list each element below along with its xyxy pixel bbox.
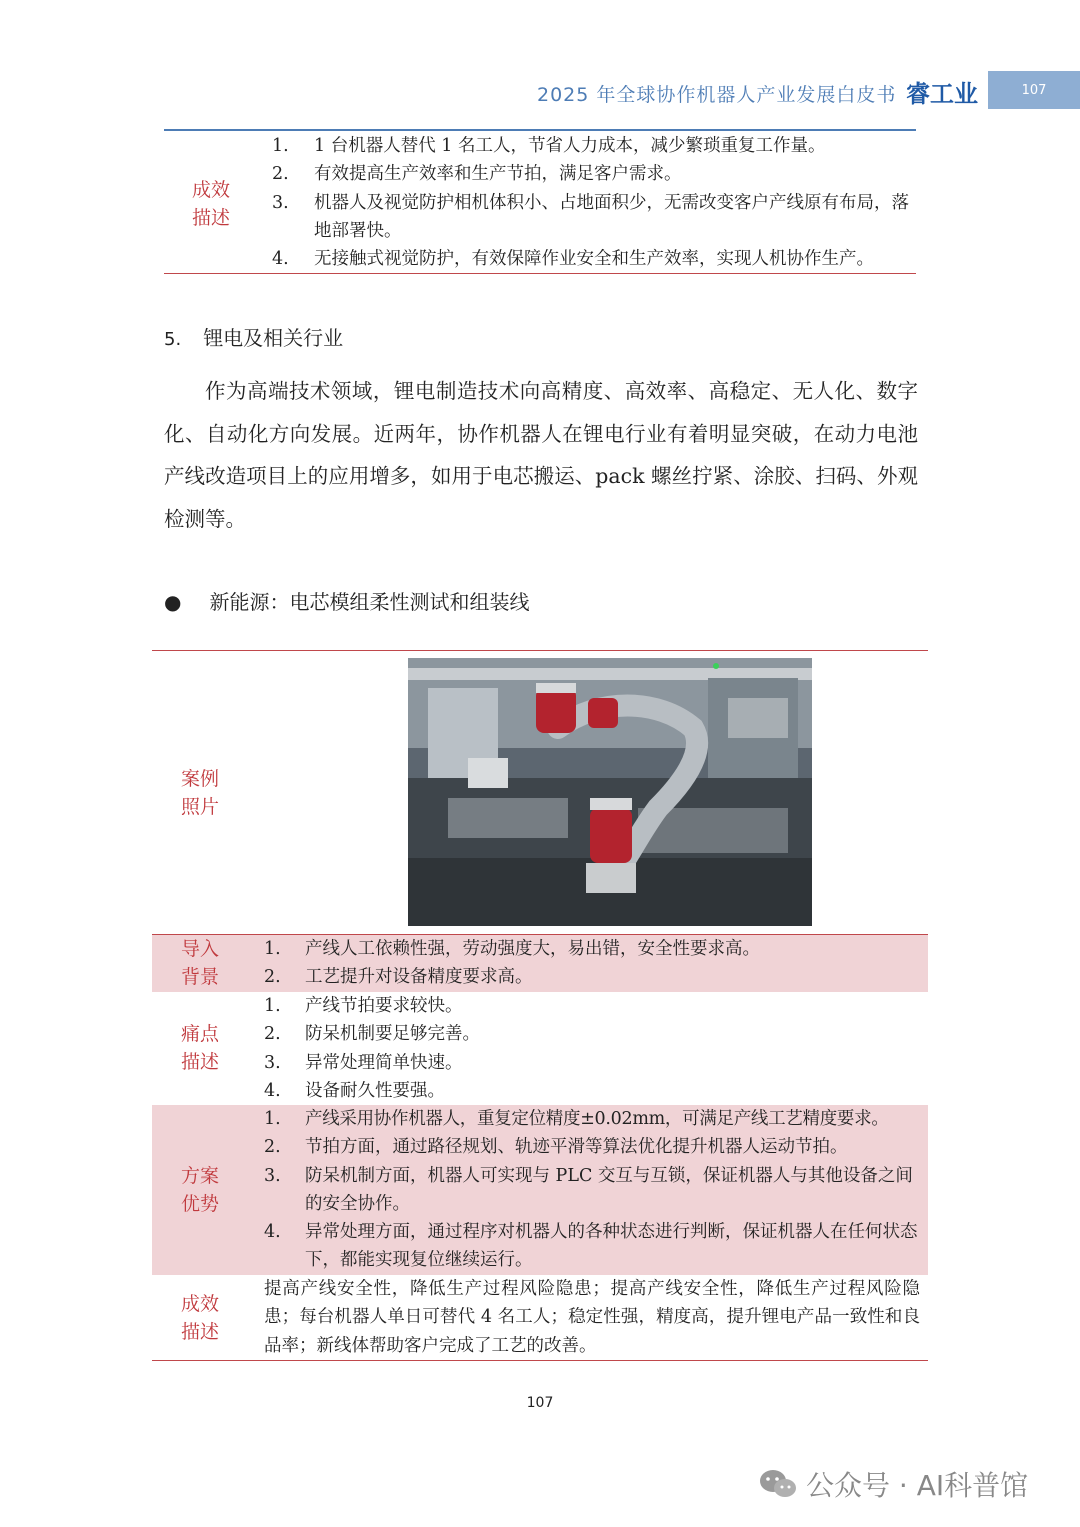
pain-points-label: 痛点 描述: [180, 1023, 219, 1073]
top-results-list: [272, 132, 912, 273]
list-item: 2. 节拍方面，通过路径规划、轨迹平滑等算法优化提升机器人运动节拍。: [264, 1137, 848, 1158]
list-item: 3. 机器人及视觉防护相机体积小、占地面积少，无需改变客户产线原有布局，落地部署快。: [272, 192, 909, 241]
page-number: 107: [526, 1395, 554, 1411]
list-item: 3. 防呆机制方面，机器人可实现与 PLC 交互与互锁，保证机器人与其他设备之间的安全协作。: [264, 1165, 913, 1214]
list-item: 2. 防呆机制要足够完善。: [264, 1024, 480, 1045]
list-item: 1. 产线采用协作机器人，重复定位精度±0.02mm，可满足产线工艺精度要求。: [264, 1109, 889, 1129]
list-item: 1. 产线人工依赖性强，劳动强度大，易出错，安全性要求高。: [264, 939, 760, 959]
background-label: 导入 背景: [180, 938, 219, 988]
header-title: 2025 年全球协作机器人产业发展白皮书: [537, 84, 897, 106]
section-heading: 5. 锂电及相关行业: [164, 326, 344, 350]
advantages-list: [264, 1105, 922, 1275]
results-label: 成效 描述: [180, 1293, 219, 1343]
top-results-label: 成效 描述: [191, 179, 230, 229]
pain-points-list: [264, 992, 922, 1105]
results-text: 提高产线安全性，降低生产过程风险隐患；提高产线安全性，降低生产过程风险隐患；每台机器人单日可替代 4 名工人；稳定性强，精度高，提升锂电产品一致性和良品率；新线体帮助客户完成了工艺的改善。: [264, 1279, 920, 1356]
table-rule: [152, 1360, 928, 1361]
header-page-tab: 107: [988, 71, 1080, 109]
bullet-dot-icon: ●: [164, 590, 182, 614]
header-rule: [164, 129, 916, 131]
wechat-icon: [758, 1468, 798, 1500]
list-item: 4. 异常处理方面，通过程序对机器人的各种状态进行判断，保证机器人在任何状态下，都能实现复位继续运行。: [264, 1222, 918, 1271]
section-paragraph: 作为高端技术领域，锂电制造技术向高精度、高效率、高稳定、无人化、数字化、自动化方向发展。近两年，协作机器人在锂电行业有着明显突破，在动力电池产线改造项目上的应用增多，如用于电芯搬运、pack 螺丝拧紧、涂胶、扫码、外观检测等。: [164, 379, 918, 531]
list-item: 2. 有效提高生产效率和生产节拍，满足客户需求。: [272, 164, 682, 185]
case-photo: [408, 658, 812, 926]
watermark: 公众号 · AI科普馆: [758, 1464, 1028, 1504]
advantages-label: 方案 优势: [180, 1165, 219, 1215]
table-rule: [152, 650, 928, 651]
list-item: 1. 1 台机器人替代 1 名工人，节省人力成本，减少繁琐重复工作量。: [272, 136, 826, 156]
list-item: 2. 工艺提升对设备精度要求高。: [264, 967, 533, 988]
photo-label: 案例 照片: [180, 768, 219, 818]
list-item: 1. 产线节拍要求较快。: [264, 996, 463, 1016]
list-item: 4. 无接触式视觉防护，有效保障作业安全和生产效率，实现人机协作生产。: [272, 249, 874, 270]
list-item: 3. 异常处理简单快速。: [264, 1052, 463, 1073]
background-list: [264, 935, 922, 992]
table-rule: [164, 273, 916, 274]
bullet-item: ● 新能源：电芯模组柔性测试和组装线: [164, 590, 530, 614]
list-item: 4. 设备耐久性要强。: [264, 1080, 445, 1101]
header-brand: 睿工业: [906, 80, 978, 108]
